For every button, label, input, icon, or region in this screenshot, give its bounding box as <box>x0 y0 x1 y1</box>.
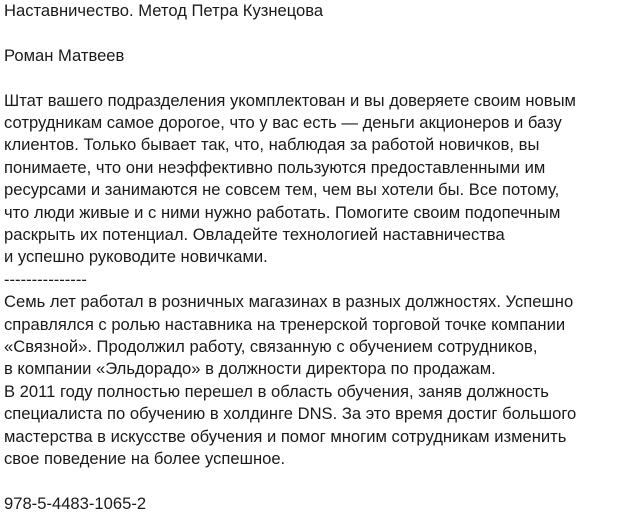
isbn-number: 978-5-4483-1065-2 <box>4 493 147 513</box>
description-line: и успешно руководите новичками. <box>4 247 268 267</box>
description-line: сотрудникам самое дорогое, что у вас есть — деньги акционеров и базу <box>4 113 562 132</box>
spacer <box>4 67 621 89</box>
separator-line: --------------- <box>4 269 87 289</box>
description-line: ресурсами и занимаются не совсем тем, чем вы хотели бы. Все потому, <box>4 180 560 200</box>
author-name: Роман Матвеев <box>4 45 125 65</box>
description-paragraph <box>4 90 621 269</box>
spacer <box>4 471 621 493</box>
book-title: Наставничество. Метод Петра Кузнецова <box>4 1 324 20</box>
author-bio-paragraph <box>4 291 621 470</box>
bio-line: «Связной». Продолжил работу, связанную с обучением сотрудников, <box>4 337 538 357</box>
bio-line: справлялся с ролью наставника на тренерской торговой точке компании <box>4 314 566 334</box>
description-line: что люди живые и с ними нужно работать. Помогите своим подопечным <box>4 202 561 222</box>
bio-line: специалиста по обучению в холдинге DNS. За это время достиг большого <box>4 404 577 424</box>
bio-line: свое поведение на более успешное. <box>4 449 286 469</box>
description-line: клиентов. Только бывает так, что, наблюдая за работой новичков, вы <box>4 135 540 155</box>
bio-line: Семь лет работал в розничных магазинах в разных должностях. Успешно <box>4 292 574 312</box>
bio-line: В 2011 году полностью перешел в область обучения, заняв должность <box>4 381 549 401</box>
description-line: раскрыть их потенциал. Овладейте технологией наставничества <box>4 225 505 245</box>
spacer <box>4 22 621 44</box>
description-line: Штат вашего подразделения укомплектован и вы доверяете своим новым <box>4 90 576 110</box>
bio-line: мастерства в искусстве обучения и помог многим сотрудникам изменить <box>4 426 567 446</box>
description-line: понимаете, что они неэффективно пользуются предоставленными им <box>4 157 546 177</box>
bio-line: в компании «Эльдорадо» в должности директора по продажам. <box>4 359 496 379</box>
